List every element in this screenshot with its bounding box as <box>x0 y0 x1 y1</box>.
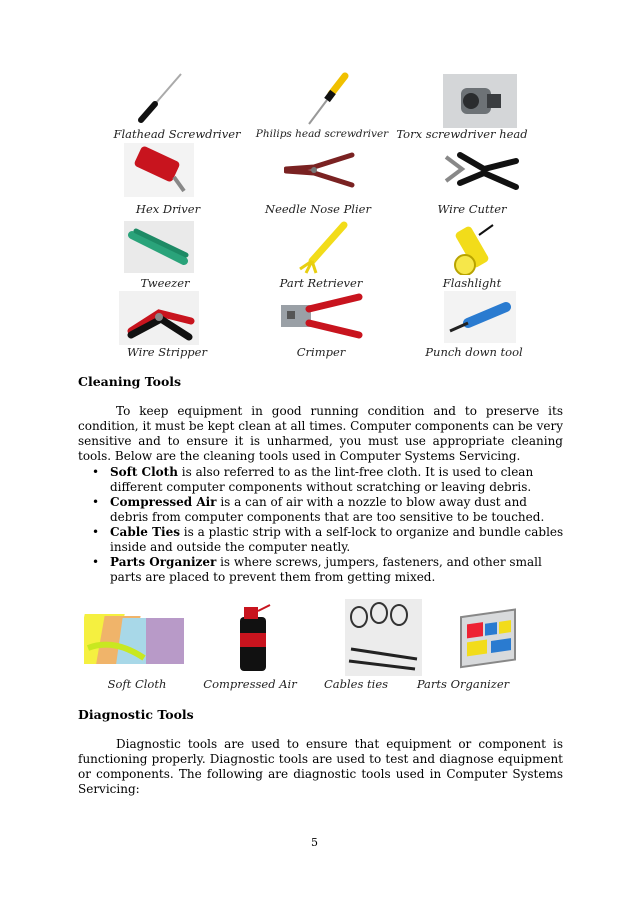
cable-ties-image <box>345 599 422 676</box>
list-item-text: is a plastic strip with a self-lock to organize and bundle cables inside and outside the computer neatly. <box>110 525 564 554</box>
compressed-air-image <box>232 603 272 673</box>
tweezer-image <box>124 221 194 273</box>
cleaning-tools-list <box>86 465 564 585</box>
caption-punch-down-tool: Punch down tool <box>425 345 523 359</box>
list-item <box>86 495 564 525</box>
caption-hex-driver: Hex Driver <box>135 202 201 216</box>
soft-cloth-image <box>84 608 188 668</box>
cleaning-tools-intro-text: To keep equipment in good running condition and to preserve its condition, it must be kept clean at all times. Computer components can be very sensitive and to ensure it is unharmed, you must use appropriate cleaning tools. Below are the cleaning tools used in Computer Systems Servicing. <box>78 404 563 463</box>
cleaning-tools-intro <box>78 404 563 464</box>
needle-nose-plier-image <box>284 147 356 193</box>
caption-wire-cutter: Wire Cutter <box>437 202 507 216</box>
caption-parts-organizer: Parts Organizer <box>416 677 510 691</box>
punch-down-tool-image <box>444 291 516 343</box>
parts-organizer-image <box>455 598 521 675</box>
list-item-text: is a can of air with a nozzle to blow away dust and debris from computer components that are too sensitive to be touched. <box>110 495 545 524</box>
caption-crimper: Crimper <box>296 345 346 359</box>
bullet-icon: • <box>92 555 100 569</box>
bullet-icon: • <box>92 525 100 539</box>
diagnostic-tools-intro <box>78 737 563 797</box>
caption-philips-screwdriver: Philips head screwdriver <box>255 128 389 140</box>
list-item-term: Soft Cloth <box>110 465 178 479</box>
list-item <box>86 465 564 495</box>
caption-cable-ties: Cables ties <box>323 677 389 691</box>
list-item-text: is also referred to as the lint-free cloth. It is used to clean different computer components without scratching or leaving debris. <box>110 465 534 494</box>
diagnostic-tools-intro-text: Diagnostic tools are used to ensure that equipment or component is functioning properly. Diagnostic tools are used to test and diagnose equipment or components. The following are diagnostic tools used in Computer Systems Servicing: <box>78 737 563 796</box>
bullet-icon: • <box>92 495 100 509</box>
caption-flathead-screwdriver: Flathead Screwdriver <box>113 127 241 141</box>
list-item <box>86 555 564 585</box>
torx-screwdriver-head-image <box>443 74 517 128</box>
list-item-term: Compressed Air <box>110 495 217 509</box>
wire-cutter-image <box>440 143 520 199</box>
list-item-term: Cable Ties <box>110 525 180 539</box>
hex-driver-image <box>124 143 194 197</box>
wire-stripper-image <box>119 291 199 345</box>
diagnostic-tools-heading: Diagnostic Tools <box>78 707 194 722</box>
flashlight-image <box>449 219 513 275</box>
caption-soft-cloth: Soft Cloth <box>107 677 167 691</box>
caption-compressed-air: Compressed Air <box>203 677 297 691</box>
flathead-screwdriver-image <box>133 70 185 126</box>
part-retriever-image <box>292 221 350 275</box>
list-item <box>86 525 564 555</box>
caption-tweezer: Tweezer <box>140 276 190 290</box>
caption-torx-screwdriver-head: Torx screwdriver head <box>396 127 528 141</box>
list-item-term: Parts Organizer <box>110 555 217 569</box>
philips-screwdriver-image <box>303 72 349 128</box>
caption-needle-nose-plier: Needle Nose Plier <box>265 202 371 216</box>
bullet-icon: • <box>92 465 100 479</box>
list-item-text: is where screws, jumpers, fasteners, and other small parts are placed to prevent them from getting mixed. <box>110 555 542 584</box>
page-number: 5 <box>311 836 318 849</box>
caption-flashlight: Flashlight <box>442 276 502 290</box>
cleaning-tools-heading: Cleaning Tools <box>78 374 182 389</box>
crimper-image <box>273 291 363 343</box>
caption-part-retriever: Part Retriever <box>279 276 363 290</box>
caption-wire-stripper: Wire Stripper <box>127 345 207 359</box>
